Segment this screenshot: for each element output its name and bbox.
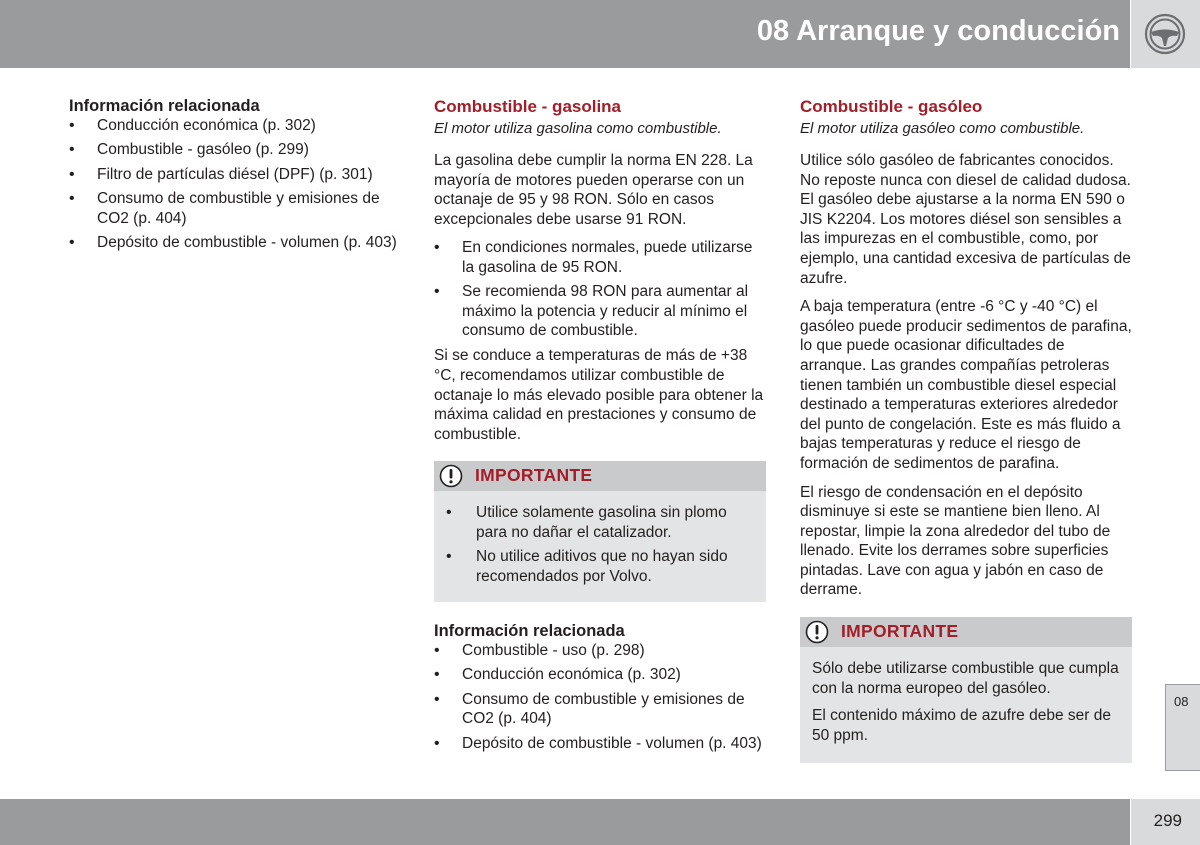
related-link[interactable]: • Conducción económica (p. 302) [69, 116, 401, 135]
chapter-side-tab [1165, 684, 1200, 771]
warning-icon [439, 464, 463, 488]
related-info [434, 621, 766, 753]
related-info-list [434, 641, 766, 753]
page-number: 299 [1153, 811, 1182, 830]
column-1 [69, 96, 401, 258]
important-box [434, 461, 766, 602]
warning-icon [805, 620, 829, 644]
chapter-icon-box [1131, 0, 1200, 68]
body-paragraph: Utilice sólo gasóleo de fabricantes conocidos. No reposte nunca con diesel de calidad dudosa. El gasóleo debe ajustarse a la norma EN 590 o JIS K2204. Los motores diésel son sensibles a las impurezas en el combustible, como, por ejemplo, una cantidad excesiva de partículas de azufre. [800, 152, 1131, 287]
column-2 [434, 96, 766, 759]
chapter-side-tab-label: 08 [1174, 694, 1189, 709]
page-footer [0, 799, 1130, 845]
related-link[interactable]: • Consumo de combustible y emisiones de CO2 (p. 404) [434, 690, 766, 729]
related-link[interactable]: • Combustible - gasóleo (p. 299) [69, 140, 401, 159]
important-list [446, 503, 754, 586]
related-info-heading: Información relacionada [69, 97, 260, 115]
page-number-box [1131, 799, 1200, 845]
section-intro: El motor utiliza gasóleo como combustible. [800, 120, 1085, 137]
list-item: • En condiciones normales, puede utilizarse la gasolina de 95 RON. [434, 238, 766, 277]
chapter-header [0, 0, 1130, 68]
body-paragraph: Si se conduce a temperaturas de más de +38 °C, recomendamos utilizar combustible de octanaje lo más elevado posible para obtener la máxima calidad en prestaciones y consumo de combustible. [434, 347, 764, 443]
list-item: • Utilice solamente gasolina sin plomo para no dañar el catalizador. [446, 503, 754, 542]
important-header [800, 617, 1132, 647]
important-content [434, 491, 766, 602]
column-3 [800, 96, 1132, 782]
related-link[interactable]: • Combustible - uso (p. 298) [434, 641, 766, 660]
important-title: IMPORTANTE [475, 465, 593, 486]
important-content [800, 647, 1132, 763]
important-box [800, 617, 1132, 763]
related-link[interactable]: • Depósito de combustible - volumen (p. 403) [69, 233, 401, 252]
important-header [434, 461, 766, 491]
related-link[interactable]: • Filtro de partículas diésel (DPF) (p. 301) [69, 165, 401, 184]
chapter-title: 08 Arranque y conducción [756, 15, 1120, 47]
related-info-list [69, 116, 401, 252]
related-info-heading: Información relacionada [434, 622, 625, 640]
related-link[interactable]: • Consumo de combustible y emisiones de CO2 (p. 404) [69, 189, 401, 228]
important-paragraph: El contenido máximo de azufre debe ser de 50 ppm. [812, 707, 1111, 744]
body-paragraph: El riesgo de condensación en el depósito disminuye si este se mantiene bien lleno. Al repostar, limpie la zona alrededor del tubo de llenado. Evite los derrames sobre superficies pintadas. Lave con agua y jabón en caso de derrame. [800, 483, 1111, 599]
important-title: IMPORTANTE [841, 621, 959, 642]
steering-wheel-icon [1144, 13, 1186, 55]
section-intro: El motor utiliza gasolina como combustible. [434, 120, 722, 137]
list-item: • Se recomienda 98 RON para aumentar al máximo la potencia y reducir al mínimo el consumo de combustible. [434, 282, 766, 340]
body-paragraph: La gasolina debe cumplir la norma EN 228. La mayoría de motores pueden operarse con un octanaje de 95 y 98 RON. Sólo en casos excepcionales debe usarse 91 RON. [434, 152, 753, 228]
related-link[interactable]: • Conducción económica (p. 302) [434, 665, 766, 684]
list-item: • No utilice aditivos que no hayan sido recomendados por Volvo. [446, 547, 754, 586]
important-paragraph: Sólo debe utilizarse combustible que cumpla con la norma europeo del gasóleo. [812, 660, 1119, 697]
section-title-gasoline: Combustible - gasolina [434, 97, 622, 116]
body-paragraph: A baja temperatura (entre -6 °C y -40 °C) el gasóleo puede producir sedimentos de parafina, lo que puede ocasionar dificultades de arranque. Las grandes compañías petroleras tienen también un combustible diesel especial destinado a temperaturas exteriores alrededor del punto de congelación. Este es más fluido a bajas temperaturas y reduce el riesgo de formación de sedimentos de parafina. [800, 298, 1132, 472]
section-title-diesel: Combustible - gasóleo [800, 97, 983, 116]
related-link[interactable]: • Depósito de combustible - volumen (p. 403) [434, 734, 766, 753]
bullet-list [434, 238, 766, 340]
